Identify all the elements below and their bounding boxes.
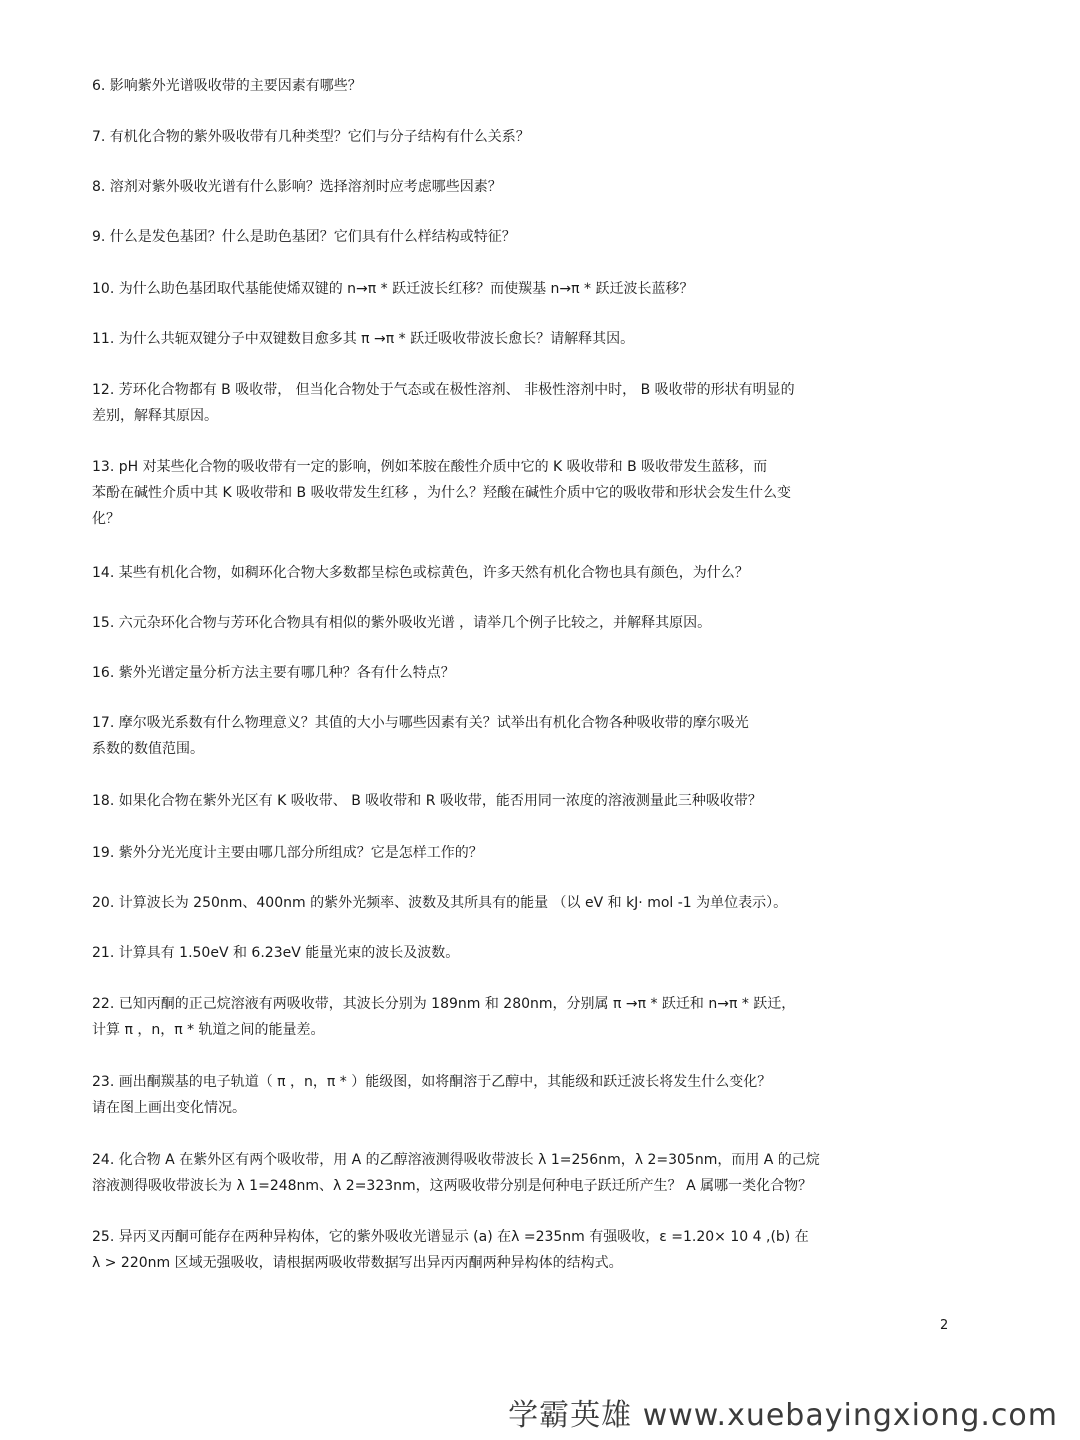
question-9: 9. 什么是发色基团？什么是助色基团？它们具有什么样结构或特征？ bbox=[92, 229, 516, 245]
question-6: 6. 影响紫外光谱吸收带的主要因素有哪些？ bbox=[92, 78, 362, 94]
watermark: 学霸英雄 www.xuebayingxiong.com bbox=[508, 1398, 1058, 1433]
question-18: 18. 如果化合物在紫外光区有 K 吸收带、 B 吸收带和 R 吸收带，能否用同一浓度的溶液测量此三种吸收带？ bbox=[92, 793, 762, 809]
question-13: 13. pH 对某些化合物的吸收带有一定的影响，例如苯胺在酸性介质中它的 K 吸收带和 B 吸收带发生蓝移，而 苯酚在碱性介质中其 K 吸收带和 B 吸收带发生红移 ，为什么？羟酸在碱性介质中它的吸收带和形状会发生什么变 化？ bbox=[92, 459, 792, 527]
question-7: 7. 有机化合物的紫外吸收带有几种类型？它们与分子结构有什么关系？ bbox=[92, 129, 530, 145]
question-19: 19. 紫外分光光度计主要由哪几部分所组成？它是怎样工作的？ bbox=[92, 845, 483, 861]
question-11: 11. 为什么共轭双键分子中双键数目愈多其 π →π * 跃迁吸收带波长愈长？请解释其因。 bbox=[92, 331, 635, 347]
question-20: 20. 计算波长为 250nm、400nm 的紫外光频率、波数及其所具有的能量 （以 eV 和 kJ· mol -1 为单位表示）。 bbox=[92, 895, 788, 911]
question-23: 23. 画出酮羰基的电子轨道（ π ，n，π * ）能级图，如将酮溶于乙醇中，其能级和跃迁波长将发生什么变化？ 请在图上画出变化情况。 bbox=[92, 1074, 772, 1116]
question-8: 8. 溶剂对紫外吸收光谱有什么影响？选择溶剂时应考虑哪些因素？ bbox=[92, 179, 502, 195]
question-17: 17. 摩尔吸光系数有什么物理意义？其值的大小与哪些因素有关？试举出有机化合物各种吸收带的摩尔吸光 系数的数值范围。 bbox=[92, 715, 749, 757]
question-22: 22. 已知丙酮的正己烷溶液有两吸收带，其波长分别为 189nm 和 280nm，分别属 π →π * 跃迁和 n→π * 跃迁， 计算 π ，n，π * 轨道之间的能量差。 bbox=[92, 996, 796, 1038]
question-24: 24. 化合物 A 在紫外区有两个吸收带，用 A 的乙醇溶液测得吸收带波长 λ 1=256nm，λ 2=305nm，而用 A 的己烷 溶液测得吸收带波长为 λ 1=248nm、λ 2=323nm，这两吸收带分别是何种电子跃迁所产生？ A 属哪一类化合物？ bbox=[92, 1152, 820, 1194]
question-14: 14. 某些有机化合物，如稠环化合物大多数都呈棕色或棕黄色，许多天然有机化合物也具有颜色，为什么？ bbox=[92, 565, 749, 581]
question-16: 16. 紫外光谱定量分析方法主要有哪几种？各有什么特点？ bbox=[92, 665, 455, 681]
question-21: 21. 计算具有 1.50eV 和 6.23eV 能量光束的波长及波数。 bbox=[92, 945, 460, 961]
question-15: 15. 六元杂环化合物与芳环化合物具有相似的紫外吸收光谱 ，请举几个例子比较之，并解释其原因。 bbox=[92, 615, 712, 631]
page-number: 2 bbox=[940, 1318, 949, 1333]
question-12: 12. 芳环化合物都有 B 吸收带， 但当化合物处于气态或在极性溶剂、 非极性溶剂中时， B 吸收带的形状有明显的 差别，解释其原因。 bbox=[92, 382, 795, 424]
question-10: 10. 为什么助色基团取代基能使烯双键的 n→π * 跃迁波长红移？而使羰基 n→π * 跃迁波长蓝移？ bbox=[92, 281, 694, 297]
question-25: 25. 异丙叉丙酮可能存在两种异构体，它的紫外吸收光谱显示 (a) 在λ =235nm 有强吸收，ε =1.20× 10 4 ,(b) 在 λ > 220nm 区域无强吸收，请根据两吸收带数据写出异丙丙酮两种异构体的结构式。 bbox=[92, 1229, 809, 1271]
